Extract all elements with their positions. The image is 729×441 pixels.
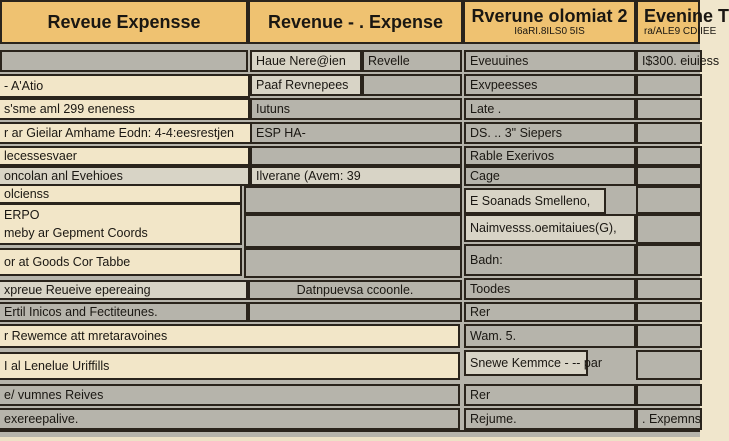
- cell-text: Eveuuines: [470, 54, 529, 68]
- revenue-cell[interactable]: [248, 302, 462, 322]
- cell-text: Naimvesss.oemitaiues(G),: [470, 221, 617, 235]
- expense-cell[interactable]: [464, 166, 636, 186]
- total-cell[interactable]: [636, 166, 702, 186]
- header-title: Evenine T: [644, 6, 729, 26]
- cell-text: . Expemns: [642, 412, 702, 426]
- total-cell[interactable]: [636, 50, 720, 72]
- cell-text: oncolan anl Evehioes: [4, 169, 123, 183]
- row-label-multiline[interactable]: [0, 203, 242, 245]
- cell-text: Iutuns: [256, 102, 291, 116]
- cell-text: Rable Exerivos: [470, 149, 555, 163]
- header-subtitle: ra/ALE9 CDIIEE: [644, 26, 717, 37]
- total-cell[interactable]: [636, 186, 702, 214]
- revenue-cell[interactable]: [250, 74, 362, 96]
- cell-text: Late .: [470, 102, 502, 116]
- cell-text: e/ vumnes Reives: [4, 388, 104, 402]
- expense-cell[interactable]: [464, 278, 636, 300]
- expense-cell[interactable]: [464, 302, 636, 322]
- revenue-cell[interactable]: [250, 166, 462, 186]
- expense-cell[interactable]: [464, 214, 636, 242]
- cell-text: xpreue Reueive epereaing: [4, 283, 151, 297]
- cell-text: lecessesvaer: [4, 149, 77, 163]
- total-cell[interactable]: [636, 278, 702, 300]
- row-label[interactable]: [0, 324, 460, 348]
- total-cell[interactable]: [636, 408, 702, 430]
- cell-text: Datnpuevsa ccoonle.: [296, 283, 414, 297]
- cell-text: Rer: [470, 388, 491, 402]
- cell-text: Revelle: [368, 54, 410, 68]
- cell-text: Rer: [470, 305, 491, 319]
- header-revenue-column-2: [463, 0, 636, 44]
- cell-text: r Rewemce att mretaravoines: [4, 329, 168, 343]
- row-label[interactable]: [0, 166, 250, 186]
- row-label[interactable]: [0, 280, 248, 300]
- cell-text: DS. .. 3" Siepers: [470, 126, 562, 140]
- row-label[interactable]: [0, 146, 250, 166]
- revenue-cell[interactable]: [250, 98, 462, 120]
- expense-cell[interactable]: [464, 324, 636, 348]
- revenue-cell[interactable]: [250, 50, 362, 72]
- revenue-cell[interactable]: [362, 50, 462, 72]
- total-cell[interactable]: [636, 384, 702, 406]
- cell-text: Toodes: [470, 282, 511, 296]
- cell-text: olcienss: [4, 187, 50, 201]
- header-revenue-expenses: [0, 0, 248, 44]
- cell-text: Paaf Revnepees: [256, 78, 349, 92]
- cell-text: meby ar Gepment Coords: [4, 226, 148, 240]
- total-cell[interactable]: [636, 214, 702, 244]
- cell-text: Exvpeesses: [470, 78, 538, 92]
- bottom-divider: [0, 430, 700, 432]
- cell-text: Badn:: [470, 253, 503, 267]
- expense-cell[interactable]: [464, 384, 636, 406]
- total-cell[interactable]: [636, 146, 702, 166]
- header-evenine: [636, 0, 729, 44]
- row-label[interactable]: [0, 50, 248, 72]
- header-title: Revenue - . Expense: [267, 12, 444, 32]
- cell-text: Ertil Inicos and Fectiteunes.: [4, 305, 158, 319]
- cell-text: ERPO: [4, 208, 40, 222]
- row-label[interactable]: [0, 98, 250, 120]
- cell-text: - A'Atio: [4, 79, 44, 93]
- cell-text: Wam. 5.: [470, 329, 517, 343]
- header-title: Rverune olomiat 2: [471, 6, 628, 26]
- cell-text: or at Goods Cor Tabbe: [4, 255, 131, 269]
- revenue-cell[interactable]: [250, 146, 462, 166]
- header-revenue-expense: [248, 0, 463, 44]
- expense-cell[interactable]: [464, 408, 636, 430]
- expense-cell[interactable]: [464, 122, 636, 144]
- header-subtitle: I6aRI.8ILS0 5IS: [514, 26, 585, 37]
- row-label[interactable]: [0, 384, 460, 406]
- cell-text: I$300. eiuiess: [642, 54, 720, 68]
- expense-cell[interactable]: [464, 50, 636, 72]
- expense-cell[interactable]: [464, 146, 636, 166]
- row-label[interactable]: [0, 248, 242, 276]
- revenue-cell[interactable]: [362, 74, 462, 96]
- expense-cell[interactable]: [464, 244, 636, 276]
- cell-text: Ilverane (Avem: 39: [256, 169, 361, 183]
- cell-text: Cage: [470, 169, 500, 183]
- cell-text: exereepalive.: [4, 412, 79, 426]
- expense-cell[interactable]: [464, 98, 636, 120]
- total-cell[interactable]: [636, 350, 702, 380]
- cell-text: Snewe Kemmce - -- par: [470, 356, 602, 370]
- total-cell[interactable]: [636, 302, 702, 322]
- revenue-cell[interactable]: [244, 248, 462, 278]
- cell-text: Haue Nere@ien: [256, 54, 346, 68]
- expense-cell[interactable]: [464, 188, 606, 214]
- total-cell[interactable]: [636, 74, 702, 96]
- expense-cell[interactable]: [464, 74, 636, 96]
- revenue-cell[interactable]: [244, 214, 462, 248]
- total-cell[interactable]: [636, 324, 702, 348]
- total-cell[interactable]: [636, 122, 702, 144]
- cell-text: Rejume.: [470, 412, 517, 426]
- expense-cell[interactable]: [464, 350, 602, 376]
- row-label[interactable]: [0, 352, 460, 380]
- row-label[interactable]: [0, 74, 250, 98]
- cell-text: r ar Gieilar Amhame Eodn: 4-4:eesrestjen: [4, 126, 234, 140]
- row-label[interactable]: [0, 122, 252, 144]
- revenue-cell[interactable]: [244, 186, 462, 214]
- row-label[interactable]: [0, 184, 242, 204]
- cell-text: ESP HA-: [256, 126, 306, 140]
- revenue-cell[interactable]: [248, 280, 462, 300]
- header-title: Reveue Expensse: [47, 12, 201, 32]
- row-label[interactable]: [0, 302, 248, 322]
- cell-text: s'sme aml 299 eneness: [4, 102, 135, 116]
- revenue-cell[interactable]: [250, 122, 462, 144]
- total-cell[interactable]: [636, 244, 702, 276]
- total-cell[interactable]: [636, 98, 702, 120]
- cell-text: I al Lenelue Uriffills: [4, 359, 110, 373]
- row-label[interactable]: [0, 408, 460, 430]
- cell-text: E Soanads Smelleno,: [470, 194, 591, 208]
